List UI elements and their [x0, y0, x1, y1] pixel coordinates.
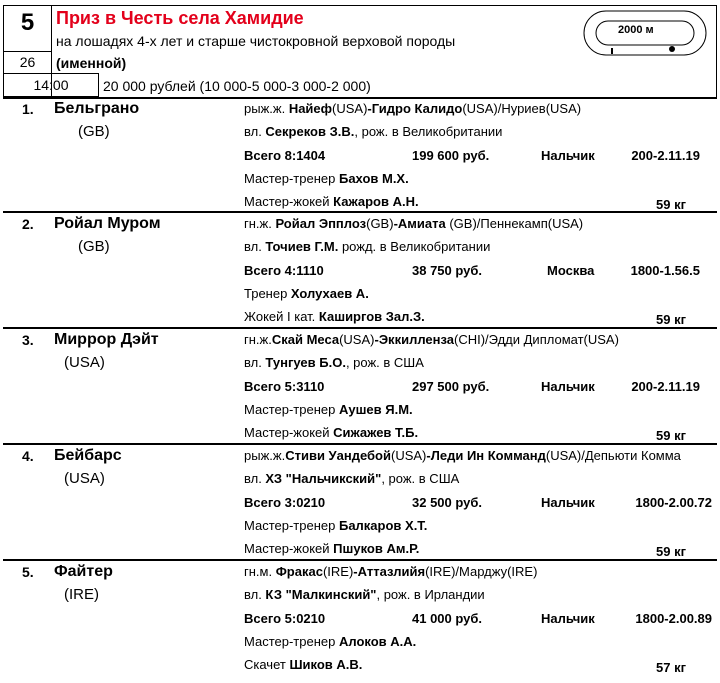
sire-country: (USA) — [391, 448, 427, 463]
race-record: Всего 4:1110 — [244, 263, 324, 278]
owner-line — [244, 587, 485, 602]
carried-weight: 57 кг — [656, 660, 686, 675]
birthplace: , рож. в США — [381, 471, 460, 486]
divider — [3, 443, 717, 445]
earnings: 41 000 руб. — [412, 611, 483, 626]
coat-sex: рыж.ж. — [244, 448, 286, 463]
jockey-title: Мастер-жокей — [244, 194, 334, 209]
sire-country: (GB) — [366, 216, 394, 231]
horse-name: Бейбарс — [54, 447, 122, 464]
race-title: Приз в Честь села Хамидие — [56, 8, 304, 28]
pedigree-separator: - — [374, 332, 379, 347]
owner-name: Точиев Г.М. — [265, 239, 339, 254]
owner-prefix: вл. — [244, 471, 266, 486]
dam-name: Гидро Калидо — [371, 101, 463, 116]
trainer-name: Холухаев А. — [290, 286, 369, 301]
coat-sex: гн.м. — [244, 564, 276, 579]
jockey-title: Жокей I кат. — [244, 309, 319, 324]
sire-name: Ройал Эпплоз — [275, 216, 367, 231]
jockey-title: Мастер-жокей — [244, 425, 334, 440]
owner-prefix: вл. — [244, 124, 266, 139]
card-number: 26 — [19, 54, 36, 70]
dam-details: (IRE)/Марджу(IRE) — [425, 564, 538, 579]
birthplace: , рож. в Великобритании — [354, 124, 503, 139]
jockey-name: Кажаров А.Н. — [333, 194, 419, 209]
trainer-line — [244, 634, 416, 649]
race-record: Всего 8:1404 — [244, 148, 326, 163]
carried-weight: 59 кг — [656, 197, 686, 212]
dam-name: Амиата — [397, 216, 446, 231]
jockey-name: Пшуков Ам.Р. — [333, 541, 420, 556]
sire-name: Найеф — [288, 101, 333, 116]
divider — [3, 97, 717, 99]
best-time: 1800-2.00.89 — [635, 611, 712, 626]
horse-country: (USA) — [64, 470, 105, 487]
owner-prefix: вл. — [244, 239, 266, 254]
pedigree-line — [244, 101, 581, 116]
jockey-line — [244, 425, 418, 440]
sire-name: Стиви Уандебой — [285, 448, 391, 463]
dam-details: (GB)/Пеннекамп(USA) — [445, 216, 584, 231]
birthplace: , рож. в США — [345, 355, 424, 370]
dam-details: (USA)/Депьюти Комма — [545, 448, 681, 463]
dam-name: Эккилленза — [378, 332, 455, 347]
owner-name: КЗ "Малкинский" — [265, 587, 377, 602]
earnings: 297 500 руб. — [412, 379, 490, 394]
divider — [3, 327, 717, 329]
horse-country: (USA) — [64, 354, 105, 371]
best-time: 1800-2.00.72 — [635, 495, 712, 510]
divider — [3, 211, 717, 213]
trainer-line — [244, 286, 369, 301]
birthplace: рожд. в Великобритании — [338, 239, 491, 254]
trainer-line — [244, 518, 427, 533]
race-record: Всего 5:3110 — [244, 379, 325, 394]
race-record: Всего 3:0210 — [244, 495, 326, 510]
jockey-line — [244, 657, 362, 672]
race-number: 5 — [20, 9, 35, 36]
horse-number: 5. — [22, 564, 34, 580]
horse-country: (IRE) — [64, 586, 99, 603]
best-time: 200-2.11.19 — [631, 148, 700, 163]
pedigree-line — [244, 448, 681, 463]
best-track: Нальчик — [541, 148, 595, 163]
trainer-line — [244, 402, 413, 417]
race-named: (именной) — [56, 55, 127, 71]
pedigree-separator: - — [426, 448, 431, 463]
owner-line — [244, 355, 424, 370]
dam-details: (CHI)/Эдди Дипломат(USA) — [454, 332, 619, 347]
race-prize: 20 000 рублей (10 000-5 000-3 000-2 000) — [103, 78, 371, 94]
trainer-title: Мастер-тренер — [244, 518, 339, 533]
pedigree-line — [244, 332, 619, 347]
earnings: 32 500 руб. — [412, 495, 483, 510]
trainer-line — [244, 171, 409, 186]
coat-sex: гн.ж. — [244, 332, 272, 347]
horse-country: (GB) — [78, 123, 110, 140]
carried-weight: 59 кг — [656, 428, 686, 443]
jockey-name: Каширгов Зал.З. — [318, 309, 425, 324]
owner-name: ХЗ "Нальчикский" — [265, 471, 382, 486]
jockey-name: Шиков А.В. — [289, 657, 363, 672]
coat-sex: гн.ж. — [244, 216, 276, 231]
pedigree-separator: - — [367, 101, 372, 116]
dam-name: Аттазлийя — [357, 564, 426, 579]
jockey-title: Скачет — [244, 657, 290, 672]
jockey-name: Сижажев Т.Б. — [333, 425, 419, 440]
trainer-title: Мастер-тренер — [244, 634, 339, 649]
horse-name: Миррор Дэйт — [54, 331, 159, 348]
trainer-name: Балкаров Х.Т. — [338, 518, 428, 533]
owner-name: Секреков З.В. — [265, 124, 355, 139]
trainer-title: Мастер-тренер — [244, 171, 339, 186]
owner-prefix: вл. — [244, 587, 266, 602]
jockey-title: Мастер-жокей — [244, 541, 334, 556]
horse-name: Файтер — [54, 563, 113, 580]
race-conditions: на лошадях 4-х лет и старше чистокровной верховой породы — [56, 33, 456, 49]
best-time: 1800-1.56.5 — [630, 263, 700, 278]
horse-number: 3. — [22, 332, 34, 348]
owner-line — [244, 239, 490, 254]
horse-name: Ройал Муром — [54, 215, 161, 232]
pedigree-separator: - — [353, 564, 358, 579]
carried-weight: 59 кг — [656, 544, 686, 559]
trainer-name: Алоков А.А. — [338, 634, 417, 649]
coat-sex: рыж.ж. — [244, 101, 289, 116]
earnings: 38 750 руб. — [412, 263, 483, 278]
race-record: Всего 5:0210 — [244, 611, 326, 626]
pedigree-line — [244, 564, 537, 579]
owner-line — [244, 124, 502, 139]
sire-country: (USA) — [339, 332, 375, 347]
sire-country: (USA) — [332, 101, 368, 116]
best-track: Нальчик — [541, 379, 595, 394]
horse-number: 2. — [22, 216, 34, 232]
sire-country: (IRE) — [322, 564, 354, 579]
birthplace: , рож. в Ирландии — [376, 587, 485, 602]
sire-name: Фракас — [275, 564, 323, 579]
carried-weight: 59 кг — [656, 312, 686, 327]
owner-line — [244, 471, 459, 486]
sire-name: Скай Меса — [271, 332, 340, 347]
pedigree-line — [244, 216, 583, 231]
best-time: 200-2.11.19 — [631, 379, 700, 394]
race-time: 14:00 — [33, 77, 69, 93]
trainer-title: Мастер-тренер — [244, 402, 339, 417]
divider — [3, 559, 717, 561]
best-track: Нальчик — [541, 611, 595, 626]
trainer-name: Аушев Я.М. — [338, 402, 413, 417]
trainer-title: Тренер — [244, 286, 291, 301]
trainer-name: Бахов М.Х. — [338, 171, 409, 186]
jockey-line — [244, 309, 425, 324]
dam-name: Леди Ин Комманд — [430, 448, 546, 463]
horse-number: 1. — [22, 101, 34, 117]
best-track: Нальчик — [541, 495, 595, 510]
horse-country: (GB) — [78, 238, 110, 255]
horse-number: 4. — [22, 448, 34, 464]
track-distance: 2000 м — [618, 24, 654, 36]
pedigree-separator: - — [393, 216, 398, 231]
earnings: 199 600 руб. — [412, 148, 490, 163]
jockey-line — [244, 541, 419, 556]
owner-name: Тунгуев Б.О. — [265, 355, 346, 370]
best-track: Москва — [547, 263, 595, 278]
horse-name: Бельграно — [54, 100, 140, 117]
jockey-line — [244, 194, 419, 209]
owner-prefix: вл. — [244, 355, 266, 370]
dam-details: (USA)/Нуриев(USA) — [462, 101, 582, 116]
